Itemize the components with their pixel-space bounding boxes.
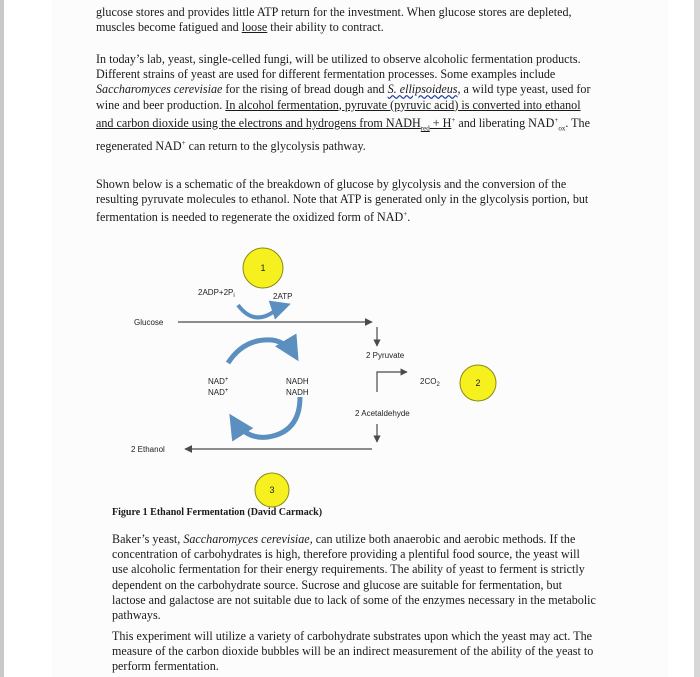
glucose-label: Glucose <box>134 318 164 327</box>
step-3-marker <box>255 473 289 507</box>
pyruvate-branch-arrow <box>377 372 407 392</box>
nadh-label-2: NADH <box>286 388 309 397</box>
paragraph-glucose-stores: glucose stores and provides little ATP return for the investment. When glucose stores are depleted, muscles become fatigued and loose their ability to contract. <box>96 5 572 35</box>
svg-text:3: 3 <box>269 485 275 495</box>
atp-cycle-arrow <box>238 305 287 317</box>
paragraph-yeast-intro: In today’s lab, yeast, single-celled fungi, will be utilized to observe alcoholic fermentation products. Different strains of yeast are used for different fermentation processes. Some examples include Saccharomyces cerevisiae for the rising of bread dough and S. ellipsoideus, a wild type yeast, used for wine and beer production. In alcohol fermentation, pyruvate (pyruvic acid) is converted into ethanol and carbon dioxide using the electrons and hydrogens from $NADH_{red} + H^+$ and liberating $NAD^+_{ox}$. The regenerated NAD+ can return to the glycolysis pathway. <box>96 52 591 154</box>
svg-text:2: 2 <box>475 378 481 388</box>
nadh-oxidation-arrow <box>232 397 300 437</box>
step-1-marker <box>243 248 283 288</box>
underlined-word-loose: loose <box>241 20 268 35</box>
ethanol-label: 2 Ethanol <box>131 445 165 454</box>
paragraph-experiment: This experiment will utilize a variety of carbohydrate substrates upon which the yeast may act. The measure of the carbon dioxide bubbles will be an indirect measurement of the ability of the yeast to perform fermentation. <box>112 629 594 674</box>
nad-label-2: NAD+ <box>208 388 229 397</box>
adp-label: $2ADP+2P_i$ <box>198 288 235 299</box>
figure-caption: Figure 1 Ethanol Fermentation (David Carmack) <box>112 507 323 518</box>
fermentation-definition: In alcohol fermentation, pyruvate (pyruvic acid) is converted into ethanol and carbon dioxide using the electrons and hydrogens from NADH <box>96 97 581 130</box>
paragraph-bakers-yeast: Baker’s yeast, Saccharomyces cerevisiae, can utilize both anaerobic and aerobic methods. If the concentration of carbohydrates is high, therefore providing a plentiful food source, the yeast will use alcoholic fermentation for their energy requirements. The ability of yeast to ferment is strictly dependent on the carbohydrate source. Sucrose and glucose are suitable for fermentation, but lactose and galactose are not suitable due to lack of some of the enzymes necessary in the metabolic pathways. <box>112 532 596 623</box>
co2-label: $2CO_2$ <box>420 377 440 388</box>
svg-text:1: 1 <box>260 263 266 273</box>
nad-label-1: NAD+ <box>208 377 229 386</box>
species-name-ellipsoideus: S. ellipsoideus <box>387 82 458 97</box>
step-2-marker <box>460 365 496 401</box>
nad-reduction-arrow <box>228 340 296 363</box>
nadh-label-1: NADH <box>286 377 309 386</box>
paragraph-schematic-intro: Shown below is a schematic of the breakdown of glucose by glycolysis and the conversion of the resulting pyruvate molecules to ethanol. Note that ATP is generated only in the glycolysis portion, but fermentation is needed to regenerate the oxidized form of NAD+. <box>96 177 589 225</box>
acetaldehyde-label: 2 Acetaldehyde <box>355 409 410 418</box>
species-name: Saccharomyces cerevisiae <box>96 82 223 97</box>
species-name: Saccharomyces cerevisiae <box>183 532 310 546</box>
pyruvate-label: 2 Pyruvate <box>366 351 405 360</box>
atp-label: 2ATP <box>273 292 293 301</box>
